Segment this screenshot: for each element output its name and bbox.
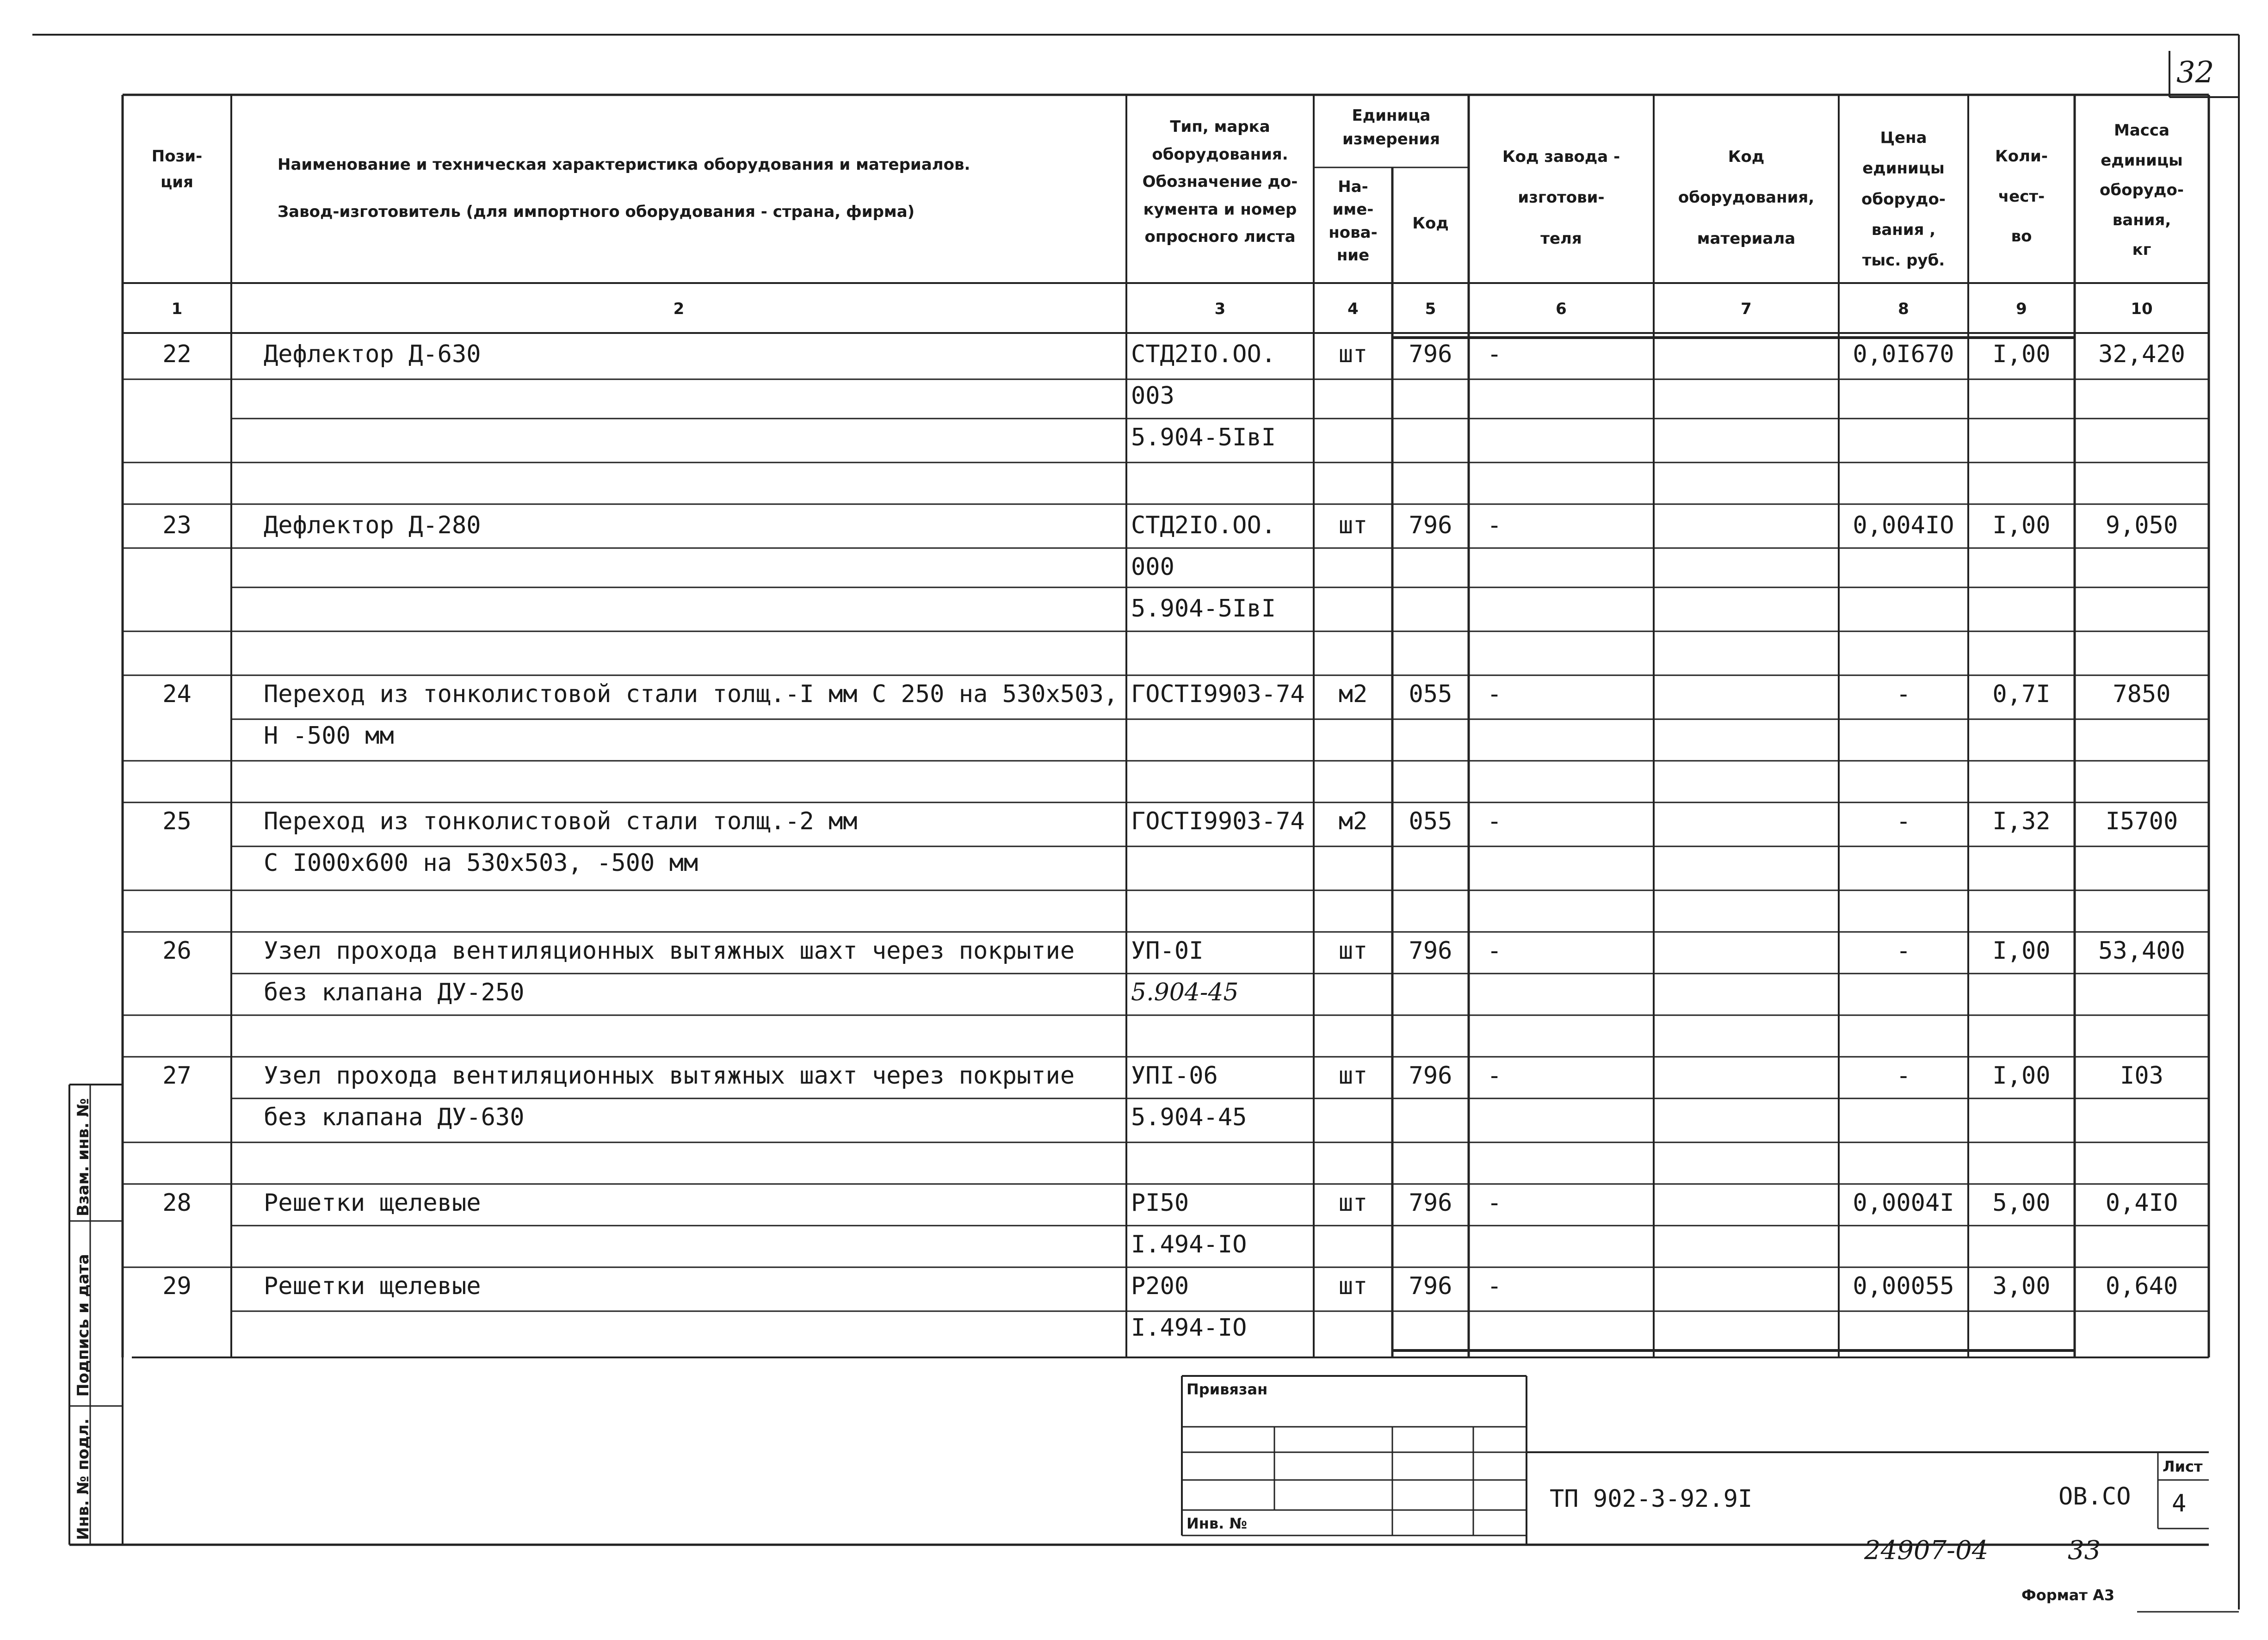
cell-price: - (1896, 680, 1911, 708)
cell-unit: шт (1338, 1272, 1368, 1300)
header-price: Цена единицы оборудо- вания , тыс. руб. (1861, 129, 1946, 270)
cell-type: ГОСТI9903-74 (1131, 808, 1305, 835)
cell-pos: 25 (162, 808, 192, 835)
cell-price: 0,0004I (1853, 1189, 1954, 1217)
cell-unit: шт (1338, 512, 1368, 539)
column-number-10: 10 (2131, 300, 2153, 318)
cell-type: P200 (1131, 1272, 1189, 1300)
column-number-9: 9 (2016, 300, 2027, 318)
cell-name2: без клапана ДУ-250 (264, 979, 525, 1006)
cell-code: 796 (1409, 512, 1452, 539)
cell-qty: I,32 (1992, 808, 2051, 835)
cell-factory: - (1487, 1272, 1502, 1300)
cell-pos: 29 (162, 1272, 192, 1300)
cell-code: 796 (1409, 340, 1452, 368)
cell-qty: 3,00 (1992, 1272, 2051, 1300)
cell-unit: м2 (1338, 680, 1368, 708)
stamp-sheet-number: 4 (2172, 1490, 2187, 1517)
cell-unit: шт (1338, 340, 1368, 368)
cell-mass: 9,050 (2105, 512, 2178, 539)
column-number-1: 1 (171, 300, 183, 318)
cell-price: 0,004IO (1853, 512, 1954, 539)
cell-mass: 7850 (2113, 680, 2171, 708)
cell-price: 0,00055 (1853, 1272, 1954, 1300)
cell-qty: I,00 (1992, 340, 2051, 368)
column-number-7: 7 (1741, 300, 1752, 318)
cell-mass: 53,400 (2098, 937, 2185, 965)
side-label-replacement-inv: Взам. инв. № (74, 1098, 93, 1216)
cell-qty: 5,00 (1992, 1189, 2051, 1217)
header-position: Пози- ция (151, 147, 203, 192)
side-label-signature-date: Подпись и дата (74, 1254, 93, 1397)
cell-code: 055 (1409, 680, 1452, 708)
cell-price: - (1896, 937, 1911, 965)
cell-mass: I5700 (2105, 808, 2178, 835)
column-number-2: 2 (673, 300, 685, 318)
cell-name: Узел прохода вентиляционных вытяжных шахт через покрытие (264, 1062, 1075, 1090)
cell-pos: 27 (162, 1062, 192, 1090)
cell-mass: 32,420 (2098, 340, 2185, 368)
cell-code: 796 (1409, 937, 1452, 965)
cell-name: Решетки щелевые (264, 1189, 481, 1217)
cell-code: 796 (1409, 1062, 1452, 1090)
header-factory-code: Код завода - изготови- теля (1502, 148, 1620, 248)
cell-factory: - (1487, 680, 1502, 708)
header-name: Наименование и техническая характеристика оборудования и материалов. Завод-изготовитель (для импортного оборудования - страна, фирма) (278, 155, 970, 221)
cell-type: УП-0I (1131, 937, 1204, 965)
header-unit: Единица измерения (1342, 106, 1440, 148)
header-unit-name: На- име- нова- ние (1329, 178, 1378, 265)
cell-name: Дефлектор Д-630 (264, 340, 481, 368)
cell-type2: 003 (1131, 382, 1174, 410)
cell-factory: - (1487, 937, 1502, 965)
cell-unit: шт (1338, 1189, 1368, 1217)
cell-type: СТД2IO.OO. (1131, 512, 1276, 539)
cell-factory: - (1487, 1062, 1502, 1090)
cell-mass: I03 (2120, 1062, 2163, 1090)
stamp-doc-code: ТП 902-3-92.9I (1550, 1485, 1753, 1513)
sheet-corner-number: 32 (2176, 55, 2214, 90)
column-number-3: 3 (1214, 300, 1226, 318)
cell-pos: 28 (162, 1189, 192, 1217)
header-mass: Масса единицы оборудо- вания, кг (2100, 121, 2184, 259)
cell-unit: шт (1338, 1062, 1368, 1090)
cell-code: 796 (1409, 1189, 1452, 1217)
stamp-section: ОВ.СО (2058, 1483, 2131, 1511)
cell-type2: I.494-IO (1131, 1314, 1247, 1342)
cell-factory: - (1487, 512, 1502, 539)
cell-qty: I,00 (1992, 1062, 2051, 1090)
stamp-bound-label: Привязан (1187, 1381, 1268, 1398)
cell-name: Решетки щелевые (264, 1272, 481, 1300)
cell-name2: С I000х600 на 530х503, -500 мм (264, 849, 698, 877)
cell-name2: без клапана ДУ-630 (264, 1104, 525, 1131)
cell-price: 0,0I670 (1853, 340, 1954, 368)
cell-name2: Н -500 мм (264, 722, 394, 750)
cell-type: УПI-06 (1131, 1062, 1218, 1090)
cell-code: 055 (1409, 808, 1452, 835)
column-number-6: 6 (1556, 300, 1567, 318)
column-number-4: 4 (1347, 300, 1359, 318)
cell-price: - (1896, 1062, 1911, 1090)
archive-sheet: 33 (2068, 1535, 2101, 1566)
cell-type2: 000 (1131, 553, 1174, 581)
cell-type: ГОСТI9903-74 (1131, 680, 1305, 708)
cell-price: - (1896, 808, 1911, 835)
header-quantity: Коли- чест- во (1995, 147, 2048, 246)
cell-type2: 5.904-45 (1131, 979, 1239, 1006)
cell-qty: 0,7I (1992, 680, 2051, 708)
archive-number: 24907-04 (1864, 1535, 1989, 1566)
column-number-8: 8 (1898, 300, 1909, 318)
header-type: Тип, марка оборудования. Обозначение до- кумента и номер опросного листа (1142, 117, 1298, 246)
header-unit-code: Код (1412, 214, 1449, 233)
side-label-inv-original: Инв. № подл. (74, 1418, 93, 1540)
cell-unit: м2 (1338, 808, 1368, 835)
stamp-sheet-label: Лист (2163, 1458, 2203, 1475)
cell-mass: 0,640 (2105, 1272, 2178, 1300)
cell-factory: - (1487, 808, 1502, 835)
cell-type3: 5.904-5IвI (1131, 595, 1276, 623)
cell-factory: - (1487, 340, 1502, 368)
cell-type: СТД2IO.OO. (1131, 340, 1276, 368)
format-label: Формат А3 (2021, 1586, 2115, 1604)
cell-pos: 24 (162, 680, 192, 708)
column-number-5: 5 (1425, 300, 1436, 318)
cell-mass: 0,4IO (2105, 1189, 2178, 1217)
cell-qty: I,00 (1992, 512, 2051, 539)
cell-factory: - (1487, 1189, 1502, 1217)
cell-type: PI50 (1131, 1189, 1189, 1217)
header-material-code: Код оборудования, материала (1678, 148, 1815, 248)
cell-unit: шт (1338, 937, 1368, 965)
cell-name: Дефлектор Д-280 (264, 512, 481, 539)
cell-name: Переход из тонколистовой стали толщ.-2 мм (264, 808, 858, 835)
cell-type2: I.494-IO (1131, 1231, 1247, 1258)
cell-pos: 23 (162, 512, 192, 539)
cell-type3: 5.904-5IвI (1131, 424, 1276, 451)
stamp-inv-label: Инв. № (1187, 1515, 1247, 1532)
cell-name: Переход из тонколистовой стали толщ.-I мм С 250 на 530х503, (264, 680, 1119, 708)
cell-pos: 22 (162, 340, 192, 368)
cell-name: Узел прохода вентиляционных вытяжных шахт через покрытие (264, 937, 1075, 965)
cell-qty: I,00 (1992, 937, 2051, 965)
cell-pos: 26 (162, 937, 192, 965)
cell-type2: 5.904-45 (1131, 1104, 1247, 1131)
cell-code: 796 (1409, 1272, 1452, 1300)
